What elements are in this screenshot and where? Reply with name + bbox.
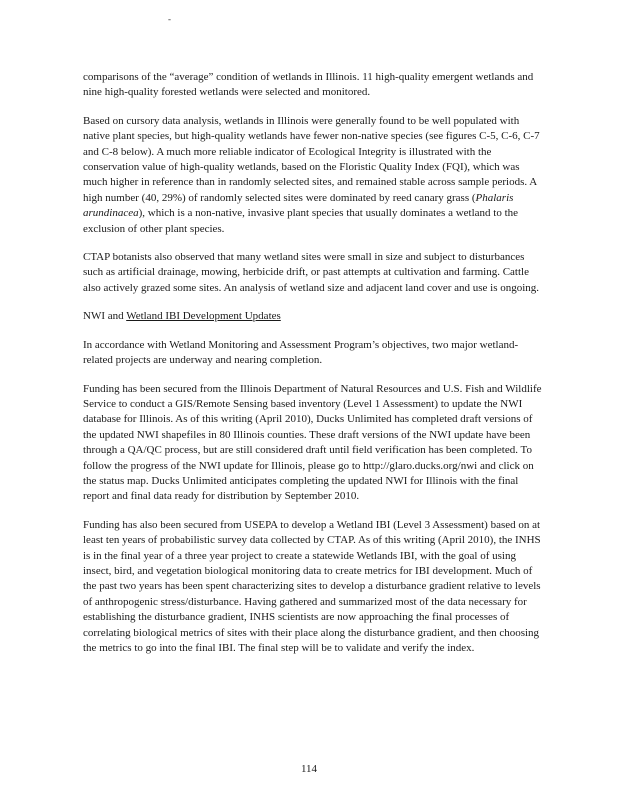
paragraph-data-analysis bbox=[83, 114, 543, 237]
scan-artifact-mark: - bbox=[168, 14, 171, 24]
paragraph-ibi-funding: Funding has also been secured from USEPA to develop a Wetland IBI (Level 3 Assessment) based on at least ten years of probabilistic survey data collected by CTAP. As of this writing (April 2010), the INHS is in the final year of a three year project to create a statewide Wetlands IBI, with the goal of using insect, bird, and vegetation biological monitoring data to create metrics for IBI development. Much of the past two years has been spent characterizing sites to develop a disturbance gradient relative to levels of anthropogenic stress/disturbance. Having gathered and summarized most of the data necessary for establishing the disturbance gradient, INHS scientists are now approaching the final processes of correlating biological metrics of sites with their place along the disturbance gradient, and then choosing the metrics to go into the final IBI. The final step will be to validate and verify the index. bbox=[83, 518, 541, 654]
section-heading-lead: NWI and bbox=[83, 310, 127, 323]
body-text bbox=[83, 70, 543, 669]
paragraph-data-analysis-text-a: Based on cursory data analysis, wetlands in Illinois were generally found to be well populated with native plant species, but high-quality wetlands have fewer non-native species (see figures C-5, C-6, C-7 and C-8 below). A much more reliable indicator of Ecological Integrity is illustrated with the conservation value of high-quality wetlands, based on the Floristic Quality Index (FQI), which was much higher in reference than in randomly selected sites, and remained stable across sample periods. A high number (40, 29%) of randomly selected sites were dominated by reed canary grass ( bbox=[83, 114, 540, 204]
page-number: 114 bbox=[300, 763, 318, 775]
paragraph-wetland-comparisons: comparisons of the “average” condition of wetlands in Illinois. 11 high-quality emergent wetlands and nine high-quality forested wetlands were selected and monitored. bbox=[83, 71, 534, 99]
paragraph-ctap-botanists: CTAP botanists also observed that many wetland sites were small in size and subject to disturbances such as artificial drainage, mowing, herbicide drift, or past attempts at cultivation and farming. Cattle also actively grazed some sites. An analysis of wetland size and adjacent land cover and use is ongoing. bbox=[83, 251, 540, 294]
paragraph-program-objectives: In accordance with Wetland Monitoring and Assessment Program’s objectives, two major wetland-related projects are underway and nearing completion. bbox=[83, 338, 519, 367]
section-heading bbox=[83, 309, 543, 324]
paragraph-nwi-funding: Funding has been secured from the Illinois Department of Natural Resources and U.S. Fish and Wildlife Service to conduct a GIS/Remote Sensing based inventory (Level 1 Assessment) to update the NWI database for Illinois. As of this writing (April 2010), Ducks Unlimited has completed draft versions of the updated NWI shapefiles in 80 Illinois counties. These draft versions of the NWI update have been through a QA/QC process, but are still considered draft until field verification has been completed. To follow the progress of the NWI update for Illinois, please go to http://glaro.ducks.org/nwi and click on the status map. Ducks Unlimited anticipates completing the updated NWI for Illinois with the final report and final data ready for distribution by September 2010. bbox=[83, 382, 542, 503]
species-name-italic: Phalaris arundinacea bbox=[83, 191, 514, 220]
section-heading-underlined: Wetland IBI Development Updates bbox=[126, 310, 281, 323]
paragraph-data-analysis-text-b: ), which is a non-native, invasive plant species that usually dominates a wetland to the exclusion of other plant species. bbox=[83, 207, 519, 235]
